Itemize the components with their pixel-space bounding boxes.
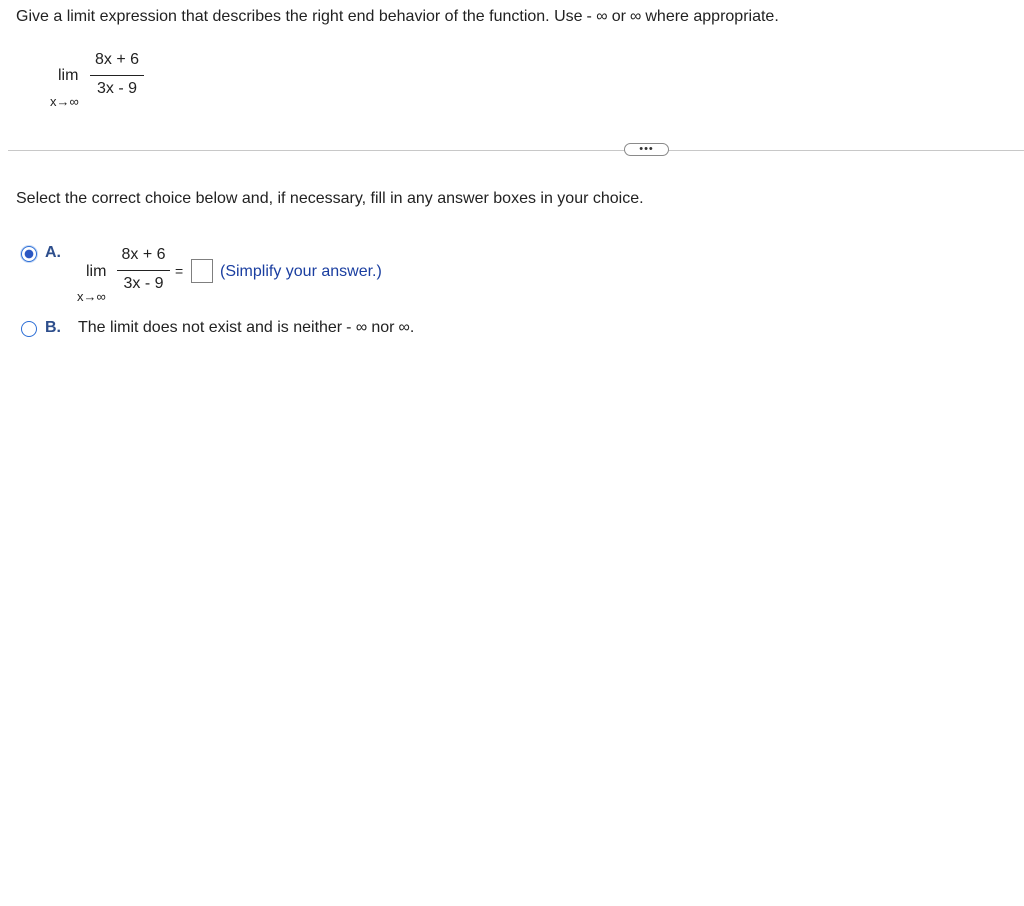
fraction-denominator: 3x - 9 — [96, 80, 137, 97]
choice-a-equals: = — [175, 263, 184, 279]
choice-b-nor-word: nor — [371, 319, 395, 336]
fraction-numerator: 8x + 6 — [94, 51, 140, 68]
lim-approach: x→∞ — [50, 94, 79, 109]
choice-b-infinity: ∞. — [398, 319, 415, 336]
choice-a-letter[interactable]: A. — [45, 244, 61, 261]
neg-infinity-symbol: - ∞ — [586, 8, 608, 25]
section-divider — [8, 150, 1024, 151]
choice-b-text-main: The limit does not exist and is neither — [78, 319, 343, 336]
question-text-before: Give a limit expression that describes the right end behavior of the function. Use — [16, 8, 583, 25]
choice-b-letter[interactable]: B. — [45, 319, 61, 336]
or-word: or — [611, 8, 626, 25]
answer-input-box[interactable] — [191, 259, 213, 283]
more-options-button[interactable]: ••• — [624, 143, 669, 156]
choice-a-denominator: 3x - 9 — [123, 275, 164, 292]
simplify-hint: (Simplify your answer.) — [220, 263, 382, 280]
choice-a-radio[interactable] — [21, 246, 37, 262]
infinity-symbol: ∞ — [629, 8, 642, 25]
choice-b-neg-infinity: - ∞ — [346, 319, 368, 336]
choice-a-fraction-bar — [117, 270, 170, 271]
choice-a-numerator: 8x + 6 — [121, 246, 166, 263]
instruction-text: Select the correct choice below and, if necessary, fill in any answer boxes in your choice. — [16, 190, 644, 207]
lim-label: lim — [58, 67, 79, 84]
choice-b-radio[interactable] — [21, 321, 37, 337]
choice-a-lim-label: lim — [86, 263, 107, 280]
fraction-bar — [90, 75, 144, 76]
choice-a-lim-approach: x→∞ — [77, 289, 106, 304]
question-text-after: where appropriate. — [645, 8, 779, 25]
question-text — [16, 8, 779, 26]
choice-b-text[interactable] — [78, 319, 418, 337]
